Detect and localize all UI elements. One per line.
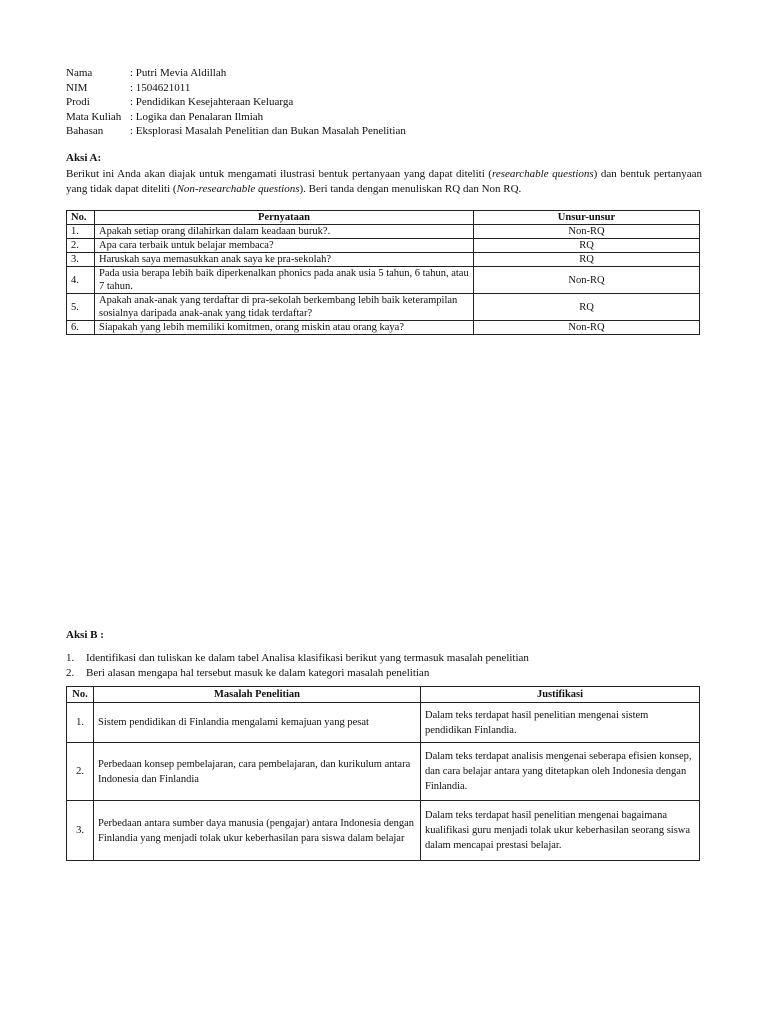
cell-unsur: RQ: [474, 239, 700, 253]
cell-masalah: Sistem pendidikan di Finlandia mengalami kemajuan yang pesat: [94, 703, 421, 743]
cell-no: 1.: [67, 225, 95, 239]
info-label: Prodi: [66, 96, 90, 108]
cell-unsur: Non-RQ: [474, 225, 700, 239]
table-row: [67, 743, 700, 801]
cell-justifikasi: Dalam teks terdapat hasil penelitian mengenai sistem pendidikan Finlandia.: [421, 703, 700, 743]
table-row: [67, 801, 700, 861]
info-label: Bahasan: [66, 125, 104, 137]
cell-unsur: Non-RQ: [474, 321, 700, 335]
header-pernyataan: Pernyataan: [95, 211, 474, 225]
cell-no: 4.: [67, 267, 95, 294]
info-value: : Eksplorasi Masalah Penelitian dan Bukan Masalah Penelitian: [130, 125, 406, 137]
cell-no: 3.: [67, 253, 95, 267]
cell-masalah: Perbedaan konsep pembelajaran, cara pembelajaran, dan kurikulum antara Indonesia dan Finlandia: [94, 743, 421, 801]
cell-no: 2.: [67, 743, 94, 801]
info-label: Nama: [66, 67, 93, 79]
table-row: [67, 267, 700, 294]
intro-emphasis: researchable questions: [491, 168, 594, 180]
table-row: [67, 321, 700, 335]
aksi-a-intro: [66, 167, 702, 197]
info-value: : Pendidikan Kesejahteraan Keluarga: [130, 96, 294, 108]
cell-pernyataan: Apakah anak-anak yang terdaftar di pra-sekolah berkembang lebih baik keterampilan sosialnya daripada anak-anak yang tidak terdaftar?: [95, 294, 474, 321]
list-number: 2.: [66, 667, 75, 679]
aksi-b-heading: Aksi B :: [66, 629, 104, 641]
aksi-b-instructions: [66, 651, 529, 681]
cell-unsur: RQ: [474, 253, 700, 267]
table-row: [67, 225, 700, 239]
info-label: NIM: [66, 81, 88, 94]
intro-text: ). Beri tanda dengan menuliskan RQ dan Non RQ.: [299, 183, 522, 195]
cell-pernyataan: Apakah setiap orang dilahirkan dalam keadaan buruk?.: [95, 225, 474, 239]
cell-no: 3.: [67, 801, 94, 861]
intro-text: ) dan bentuk pertanyaan yang tidak dapat diteliti (: [66, 168, 703, 195]
cell-no: 6.: [67, 321, 95, 335]
table-header-row: [67, 687, 700, 703]
info-row-mata-kuliah: [66, 110, 406, 125]
header-no: No.: [67, 687, 94, 703]
aksi-a-heading: Aksi A:: [66, 152, 102, 164]
table-row: [67, 253, 700, 267]
intro-emphasis: Non-researchable questions: [176, 183, 300, 195]
list-text: Identifikasi dan tuliskan ke dalam tabel Analisa klasifikasi berikut yang termasuk masalah penelitian: [86, 652, 529, 664]
table-row: [67, 294, 700, 321]
cell-unsur: Non-RQ: [474, 267, 700, 294]
info-value: : 1504621011: [130, 81, 191, 94]
table-row: [67, 703, 700, 743]
cell-justifikasi: Dalam teks terdapat hasil penelitian mengenai bagaimana kualifikasi guru menjadi tolak ukur keberhasilan seorang siswa dalam mencapai prestasi belajar.: [421, 801, 700, 861]
aksi-a-table: [66, 210, 700, 335]
header-no: No.: [67, 211, 95, 225]
info-row-bahasan: [66, 124, 406, 139]
cell-unsur: RQ: [474, 294, 700, 321]
info-row-nim: [66, 81, 406, 96]
cell-no: 2.: [67, 239, 95, 253]
info-value: : Putri Mevia Aldillah: [130, 67, 227, 79]
info-label: Mata Kuliah: [66, 110, 122, 123]
table-row: [67, 239, 700, 253]
cell-pernyataan: Pada usia berapa lebih baik diperkenalkan phonics pada anak usia 5 tahun, 6 tahun, atau 7 tahun.: [95, 267, 474, 294]
cell-no: 1.: [67, 703, 94, 743]
cell-justifikasi: Dalam teks terdapat analisis mengenai seberapa efisien konsep, dan cara belajar antara yang ditetapkan oleh Indonesia dengan Finlandia.: [421, 743, 700, 801]
intro-text: Berikut ini Anda akan diajak untuk mengamati ilustrasi bentuk pertanyaan yang dapat diteliti (: [66, 168, 492, 180]
info-value: : Logika dan Penalaran Ilmiah: [130, 110, 264, 123]
info-row-prodi: [66, 95, 406, 110]
cell-pernyataan: Apa cara terbaik untuk belajar membaca?: [95, 239, 474, 253]
list-number: 1.: [66, 652, 75, 664]
header-justifikasi: Justifikasi: [421, 687, 700, 703]
table-header-row: [67, 211, 700, 225]
header-unsur: Unsur-unsur: [474, 211, 700, 225]
aksi-b-table: [66, 686, 700, 861]
list-item: [66, 666, 529, 681]
list-item: [66, 651, 529, 666]
cell-no: 5.: [67, 294, 95, 321]
cell-pernyataan: Haruskah saya memasukkan anak saya ke pra-sekolah?: [95, 253, 474, 267]
header-masalah: Masalah Penelitian: [94, 687, 421, 703]
info-row-nama: [66, 66, 406, 81]
cell-pernyataan: Siapakah yang lebih memiliki komitmen, orang miskin atau orang kaya?: [95, 321, 474, 335]
cell-masalah: Perbedaan antara sumber daya manusia (pengajar) antara Indonesia dengan Finlandia yang menjadi tolak ukur keberhasilan para siswa dalam belajar: [94, 801, 421, 861]
student-info: [66, 66, 406, 139]
list-text: Beri alasan mengapa hal tersebut masuk ke dalam kategori masalah penelitian: [86, 667, 430, 679]
